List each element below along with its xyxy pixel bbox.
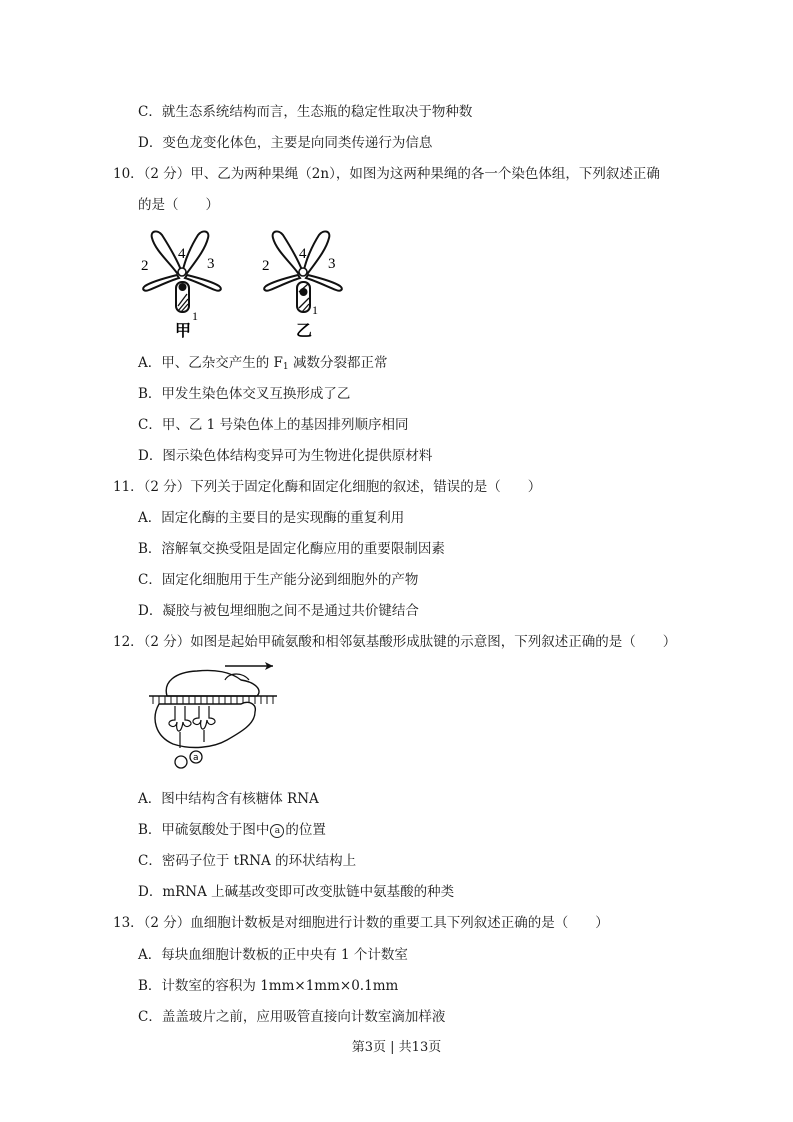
q11-option-a: A．固定化酶的主要目的是实现酶的重复利用	[138, 510, 405, 526]
yi-label-4: 4	[299, 246, 307, 262]
ribosome-diagram	[145, 658, 285, 770]
q10-stem-line1: 10．（2 分）甲、乙为两种果绳（2n），如图为这两种果绳的各一个染色体组，下列叙述正确	[113, 166, 660, 182]
q12-option-b-post: 的位置	[285, 822, 326, 838]
q12-option-b	[138, 821, 326, 839]
q11-option-b: B．溶解氧交换受阻是固定化酶应用的重要限制因素	[138, 541, 445, 557]
q10-option-c: C．甲、乙 1 号染色体上的基因排列顺序相同	[138, 417, 409, 433]
q11-stem: 11．（2 分）下列关于固定化酶和固定化细胞的叙述，错误的是（ ）	[113, 479, 542, 495]
jia-caption: 甲	[175, 321, 192, 340]
q12-ribosome-figure	[145, 658, 285, 770]
q11-option-c: C．固定化细胞用于生产能分泌到细胞外的产物	[138, 572, 419, 588]
yi-caption: 乙	[296, 321, 313, 340]
q10-option-a-pre: A．甲、乙杂交产生的 F	[138, 355, 283, 371]
jia-label-1: 1	[192, 309, 198, 323]
q13-option-b: B．计数室的容积为 1mm×1mm×0.1mm	[138, 978, 399, 994]
q13-option-a: A．每块血细胞计数板的正中央有 1 个计数室	[138, 947, 408, 963]
q10-option-d: D．图示染色体结构变异可为生物进化提供原材料	[138, 448, 433, 464]
yi-label-3: 3	[328, 256, 336, 272]
yi-label-1: 1	[312, 303, 318, 317]
q13-stem: 13．（2 分）血细胞计数板是对细胞进行计数的重要工具下列叙述正确的是（ ）	[113, 915, 609, 931]
jia-label-2: 2	[141, 258, 149, 274]
q9-option-c: C．就生态系统结构而言，生态瓶的稳定性取决于物种数	[138, 104, 473, 120]
q10-stem-line2: 的是（ ）	[138, 197, 219, 213]
q12-option-a: A．图中结构含有核糖体 RNA	[138, 791, 319, 807]
q12-option-b-marker: a	[270, 824, 284, 838]
q13-option-c: C．盖盖玻片之前，应用吸管直接向计数室滴加样液	[138, 1009, 446, 1025]
yi-label-2: 2	[262, 258, 270, 274]
jia-label-3: 3	[207, 256, 215, 272]
q10-option-b: B．甲发生染色体交叉互换形成了乙	[138, 386, 351, 402]
q10-chromosome-figure	[135, 226, 365, 344]
q12-option-d: D．mRNA 上碱基改变即可改变肽链中氨基酸的种类	[138, 884, 455, 900]
jia-label-4: 4	[178, 246, 186, 262]
q10-option-a	[138, 354, 387, 372]
q12-figure-marker: a	[193, 753, 199, 763]
q11-option-d: D．凝胶与被包埋细胞之间不是通过共价键结合	[138, 603, 419, 619]
q12-option-b-pre: B．甲硫氨酸处于图中	[138, 822, 270, 838]
q9-option-d: D．变色龙变化体色，主要是向同类传递行为信息	[138, 135, 433, 151]
q12-option-c: C．密码子位于 tRNA 的环状结构上	[138, 853, 357, 869]
page-footer: 第3页 | 共13页	[351, 1040, 442, 1055]
q10-option-a-subscript: 1	[282, 362, 289, 372]
q10-option-a-post: 减数分裂都正常	[288, 355, 388, 371]
chromosome-diagram	[135, 226, 365, 344]
q12-stem: 12．（2 分）如图是起始甲硫氨酸和相邻氨基酸形成肽键的示意图，下列叙述正确的是（ ）	[113, 634, 677, 650]
